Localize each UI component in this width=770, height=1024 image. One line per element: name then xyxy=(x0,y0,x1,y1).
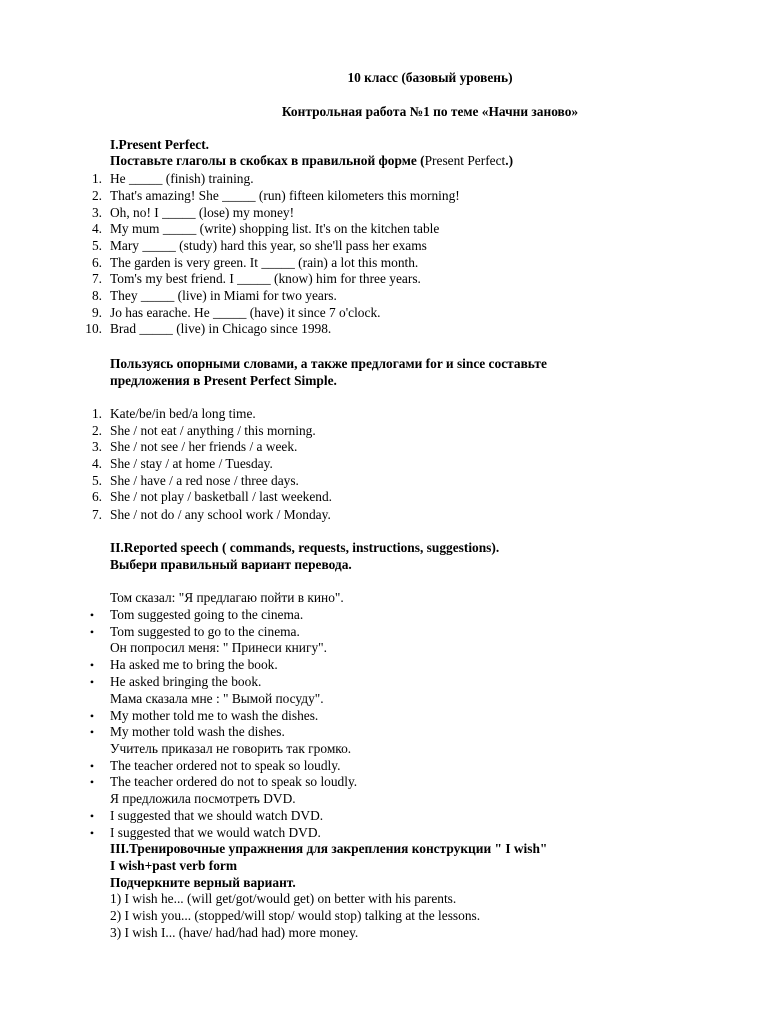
bullet-icon: • xyxy=(89,725,95,739)
bullet-icon: • xyxy=(89,775,95,789)
exercise-item: She / not eat / anything / this morning. xyxy=(110,423,316,438)
item-number: 4. xyxy=(91,221,102,236)
exercise-item: 1) I wish he... (will get/got/would get) on better with his parents. xyxy=(110,891,457,906)
item-number: 2. xyxy=(91,188,102,203)
exercise-item: She / stay / at home / Tuesday. xyxy=(110,456,273,471)
answer-option: I suggested that we would watch DVD. xyxy=(110,825,321,840)
answer-option: Ha asked me to bring the book. xyxy=(110,657,278,672)
exercise-item: The garden is very green. It _____ (rain) a lot this month. xyxy=(110,255,419,270)
item-number: 6. xyxy=(91,489,102,504)
section-2-heading: II.Reported speech ( commands, requests, instructions, suggestions). xyxy=(110,540,500,555)
answer-option: My mother told me to wash the dishes. xyxy=(110,708,319,723)
exercise-item: She / not see / her friends / a week. xyxy=(110,439,298,454)
section-3-subheading: I wish+past verb form xyxy=(110,858,238,873)
item-number: 1. xyxy=(91,406,102,421)
bullet-icon: • xyxy=(89,759,95,773)
exercise-item: Tom's my best friend. I _____ (know) him for three years. xyxy=(110,271,421,286)
item-number: 3. xyxy=(91,205,102,220)
exercise-item: Jo has earache. He _____ (have) it since 7 o'clock. xyxy=(110,305,381,320)
bullet-icon: • xyxy=(89,809,95,823)
exercise-item: Brad _____ (live) in Chicago since 1998. xyxy=(110,321,332,336)
exercise-item: She / not play / basketball / last weekend. xyxy=(110,489,333,504)
answer-option: I suggested that we should watch DVD. xyxy=(110,808,324,823)
bullet-icon: • xyxy=(89,608,95,622)
section-3-instruction: Подчеркните верный вариант. xyxy=(110,875,296,890)
section-1-instruction xyxy=(110,153,513,169)
instruction-part-2: Present Perfect xyxy=(424,153,506,168)
section-1-heading: I.Present Perfect. xyxy=(110,137,210,152)
russian-prompt: Он попросил меня: " Принеси книгу". xyxy=(110,640,327,655)
item-number: 2. xyxy=(91,423,102,438)
item-number: 1. xyxy=(91,171,102,186)
exercise-item: That's amazing! She _____ (run) fifteen kilometers this morning! xyxy=(110,188,460,203)
bullet-icon: • xyxy=(89,625,95,639)
instruction-part-3: .) xyxy=(505,153,514,168)
bullet-icon: • xyxy=(89,826,95,840)
bullet-icon: • xyxy=(89,709,95,723)
exercise-item: She / have / a red nose / three days. xyxy=(110,473,299,488)
bullet-icon: • xyxy=(89,658,95,672)
exercise-item: They _____ (live) in Miami for two years. xyxy=(110,288,337,303)
grade-heading: 10 класс (базовый уровень) xyxy=(347,70,513,85)
item-number: 4. xyxy=(91,456,102,471)
section-2-instruction: Выбери правильный вариант перевода. xyxy=(110,557,352,572)
instruction-part-1: Поставьте глаголы в скобках в правильной форме ( xyxy=(110,153,425,168)
answer-option: Tom suggested going to the cinema. xyxy=(110,607,304,622)
task-2-instruction-line-1: Пользуясь опорными словами, а также предлогами for и since составьте xyxy=(110,356,547,371)
item-number: 8. xyxy=(91,288,102,303)
item-number: 9. xyxy=(91,305,102,320)
section-3-heading: III.Тренировочные упражнения для закрепления конструкции " I wish" xyxy=(110,841,548,856)
answer-option: He asked bringing the book. xyxy=(110,674,262,689)
answer-option: Tom suggested to go to the cinema. xyxy=(110,624,300,639)
test-title: Контрольная работа №1 по теме «Начни заново» xyxy=(281,104,579,119)
item-number: 7. xyxy=(91,271,102,286)
exercise-item: Kate/be/in bed/a long time. xyxy=(110,406,256,421)
exercise-item: 3) I wish I... (have/ had/had had) more money. xyxy=(110,925,359,940)
answer-option: The teacher ordered not to speak so loudly. xyxy=(110,758,341,773)
item-number: 5. xyxy=(91,473,102,488)
russian-prompt: Мама сказала мне : " Вымой посуду". xyxy=(110,691,324,706)
answer-option: The teacher ordered do not to speak so loudly. xyxy=(110,774,358,789)
item-number: 5. xyxy=(91,238,102,253)
russian-prompt: Учитель приказал не говорить так громко. xyxy=(110,741,352,756)
exercise-item: She / not do / any school work / Monday. xyxy=(110,507,331,522)
exercise-item: 2) I wish you... (stopped/will stop/ would stop) talking at the lessons. xyxy=(110,908,481,923)
exercise-item: Mary _____ (study) hard this year, so she'll pass her exams xyxy=(110,238,427,253)
item-number: 6. xyxy=(91,255,102,270)
russian-prompt: Я предложила посмотреть DVD. xyxy=(110,791,296,806)
exercise-item: He _____ (finish) training. xyxy=(110,171,254,186)
exercise-item: Oh, no! I _____ (lose) my money! xyxy=(110,205,295,220)
item-number: 7. xyxy=(91,507,102,522)
russian-prompt: Том сказал: "Я предлагаю пойти в кино". xyxy=(110,590,344,605)
item-number: 10. xyxy=(85,321,102,336)
item-number: 3. xyxy=(91,439,102,454)
task-2-instruction-line-2: предложения в Present Perfect Simple. xyxy=(110,373,337,388)
exercise-item: My mum _____ (write) shopping list. It's on the kitchen table xyxy=(110,221,440,236)
bullet-icon: • xyxy=(89,675,95,689)
answer-option: My mother told wash the dishes. xyxy=(110,724,285,739)
